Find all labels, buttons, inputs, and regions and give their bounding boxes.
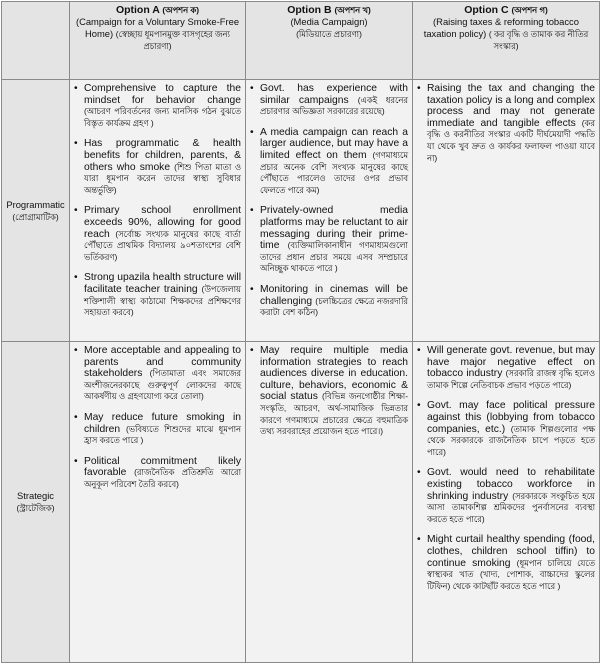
option-desc-bn: (মিডিয়াতে প্রচারণা) [296, 28, 362, 39]
point-text-en: Comprehensive to capture the mindset for behavior change [84, 83, 241, 106]
header-row [2, 2, 600, 80]
cell-programmatic-b [246, 80, 413, 342]
point-text-en: Privately-owned media platforms may be reluctant to air messaging during their prime-time [260, 205, 408, 252]
bullet-point [417, 534, 595, 592]
point-text-en: May reduce future smoking in children [84, 411, 241, 435]
point-text-bn: (শিশু পিতা মাতা ও যারা ধূমপান করেন তাদের স্বাস্থ্য সুবিধার অন্তর্ভুক্তি) [84, 161, 241, 195]
point-text-en: More acceptable and appealing to parents and community stakeholders [84, 345, 241, 380]
point-text-en: Monitoring in cinemas will be challenging [260, 283, 408, 307]
point-text-en: A media campaign can reach a larger audience, but may have a limited effect on them [260, 126, 408, 161]
point-text-bn: (চলচ্চিত্রের ক্ষেত্রে নজরদারি করাটা বেশ কঠিন) [260, 295, 408, 318]
point-text-bn: (সর্বোচ্চ সংখ্যক মানুষের কাছে বার্তা পৌঁছাতে প্রাথমিক বিদ্যালয় ৯০শতাংশের বেশি ভর্তিকরণ) [84, 228, 241, 262]
point-text-en: Has programmatic & health benefits for children, parents, & others who smoke [84, 138, 241, 173]
options-comparison-table [1, 1, 600, 663]
row-label-programmatic: Programmatic (প্রোগ্রামাটিক) [2, 80, 70, 342]
bullet-point [74, 456, 241, 491]
row-label-strategic: Strategic (স্ট্রাটেজিক) [2, 342, 70, 663]
point-text-en: Might curtail healthy spending (food, clothes, children school tiffin) to continue smoking [427, 534, 595, 569]
point-text-bn: (ভবিষ্যতে শিশুদের মাঝে ধূমপান হ্রাস করতে পারে ) [84, 423, 242, 446]
bullet-point [417, 83, 595, 164]
point-text-en: Strong upazila health structure will facilitate teacher training [84, 272, 241, 295]
row-strategic [2, 342, 600, 663]
point-text-bn: (ব্যক্তিমালিকানাধীন গণমাধ্যমগুলো তাদের প্রধান প্রচার সময়ে এসব সম্প্রচারে অনিচ্ছুক থাকতে পারে ) [260, 240, 408, 274]
point-text-bn: (রাজনৈতিক প্রতিশ্রুতি আরো অনুকূল পরিবেশ তৈরি করবে) [84, 467, 241, 489]
option-desc: (Media Campaign) [290, 16, 368, 28]
point-text-bn: (ধূমপান চালিয়ে যেতে স্বাস্থ্যকর খাত (খাদ্য, পোশাক, বাচ্চাদের স্কুলের টিফিন) থেকে কাটছাঁট করতে হতে পারে ) [427, 557, 595, 591]
bullet-point [250, 284, 408, 319]
bullet-point [417, 467, 595, 525]
bullet-point [250, 345, 408, 438]
bullet-point [74, 138, 241, 196]
row-programmatic [2, 80, 600, 342]
cell-programmatic-c [413, 80, 600, 342]
option-title: Option C (অপশন গ) [464, 4, 548, 16]
bullet-point [74, 83, 241, 129]
cell-strategic-b [246, 342, 413, 663]
point-text-bn: (উপজেলায় শক্তিশালী স্বাস্থ্য কাঠামো শিক্ষকদের প্রশিক্ষণের সহায়তা করবে) [84, 283, 241, 318]
point-text-en: Will generate govt. revenue, but may have major negative effect on tobacco industry [427, 345, 595, 380]
bullet-point [250, 83, 408, 118]
bullet-point [417, 345, 595, 391]
point-text-en: May require multiple media information strategies to reach audiences diverse in education. culture, behaviors, economic & social status [260, 345, 408, 403]
point-text-en: Govt. may face political pressure against this (lobbying from tobacco companies, etc.) [427, 400, 595, 435]
point-text-en: Govt. would need to rehabilitate existing tobacco workforce in shrinking industry [427, 467, 595, 502]
point-text-bn: (আচরণ পরিবর্তনের জন্য মানসিক গঠন বুঝতে বিস্তৃত কার্যক্রম গ্রহণ ) [84, 106, 241, 128]
bullet-point [250, 127, 408, 197]
point-text-en: Govt. has experience with similar campaigns [260, 83, 408, 106]
option-title: Option B (অপশন খ) [287, 4, 371, 16]
bullet-point [74, 272, 241, 318]
option-desc-bn: ( কর বৃদ্ধি ও তামাক কর নীতির সংস্কার) [488, 28, 589, 52]
bullet-point [74, 205, 241, 263]
corner-cell [2, 2, 70, 80]
bullet-point [250, 205, 408, 275]
option-desc: (Campaign for a Voluntary Smoke-Free Home) [75, 16, 240, 39]
cell-strategic-a [70, 342, 246, 663]
cell-strategic-c [413, 342, 600, 663]
point-text-bn: (সরকারকে সংকুচিত হয়ে আসা তামাকশিল্প শ্রমিকদের পুনর্বাসনের ব্যবস্থা করতে হতে পারে) [427, 490, 595, 524]
header-option-a [70, 2, 246, 80]
point-text-bn: (তামাক শিল্পগুলোর পক্ষ থেকে সরকারকে রাজনৈতিক চাপে পড়তে হতে পারে) [427, 423, 595, 457]
bullet-point [74, 412, 241, 447]
point-text-en: Political commitment likely favorable [84, 455, 241, 479]
bullet-point [417, 400, 595, 458]
cell-programmatic-a [70, 80, 246, 342]
point-text-bn: (পিতামাতা এবং সমাজের অংশীজনেরকাছে গুরুত্বপূর্ণ লোকদের কাছে আকর্ষণীয় ও গ্রহণযোগ্য করে তোলা) [84, 368, 241, 402]
header-option-b [246, 2, 413, 80]
option-desc-bn: (স্বেচ্ছায় ধূমপানমুক্ত বাসগৃহের জন্য প্রচারণা) [115, 28, 230, 52]
bullet-point [74, 345, 241, 403]
point-text-en: Raising the tax and changing the taxation policy is a long and complex process and may not generate immediate and tangible effects [427, 83, 595, 129]
point-text-bn: (গণমাধ্যমে প্রচার অনেক বেশি সংখ্যক মানুষের কাছে পৌঁছাতে পারলেও তাদের ওপর প্রভাব ফেলতে পারে কম) [260, 149, 408, 195]
point-text-bn: (একই ধরনের প্রচারণার অভিজ্ঞতা সরকারের রয়েছে) [260, 94, 408, 117]
point-text-bn: (কর বৃদ্ধি ও করনীতির সংস্কার একটি দীর্ঘমেয়াদী পদ্ধতি যা থেকে খুব দ্রুত ও কার্যকর ফলাফল পাওয়া যাবে না) [427, 117, 595, 163]
point-text-en: Primary school enrollment exceeds 90%, allowing for good reach [84, 205, 241, 240]
point-text-bn: (সরকারি রাজস্ব বৃদ্ধি হলেও তামাক শিল্পে নেতিবাচক প্রভাব পড়তে পারে) [427, 368, 595, 390]
option-title: Option A (অপশন ক) [115, 4, 200, 16]
point-text-bn: (বিভিন্ন জনগোষ্ঠীর শিক্ষা-সংস্কৃতি, আচরণ, অর্থ-সামাজিক ভিন্নতার কারণে গণমাধ্যমে প্রচারের ক্ষেত্রে বহুমাত্রিক তথ্য সরবরাহের প্রয়োজন হতে পারে।) [260, 391, 408, 437]
option-desc: (Raising taxes & reforming tobacco taxation policy) [423, 16, 579, 39]
header-option-c [413, 2, 600, 80]
